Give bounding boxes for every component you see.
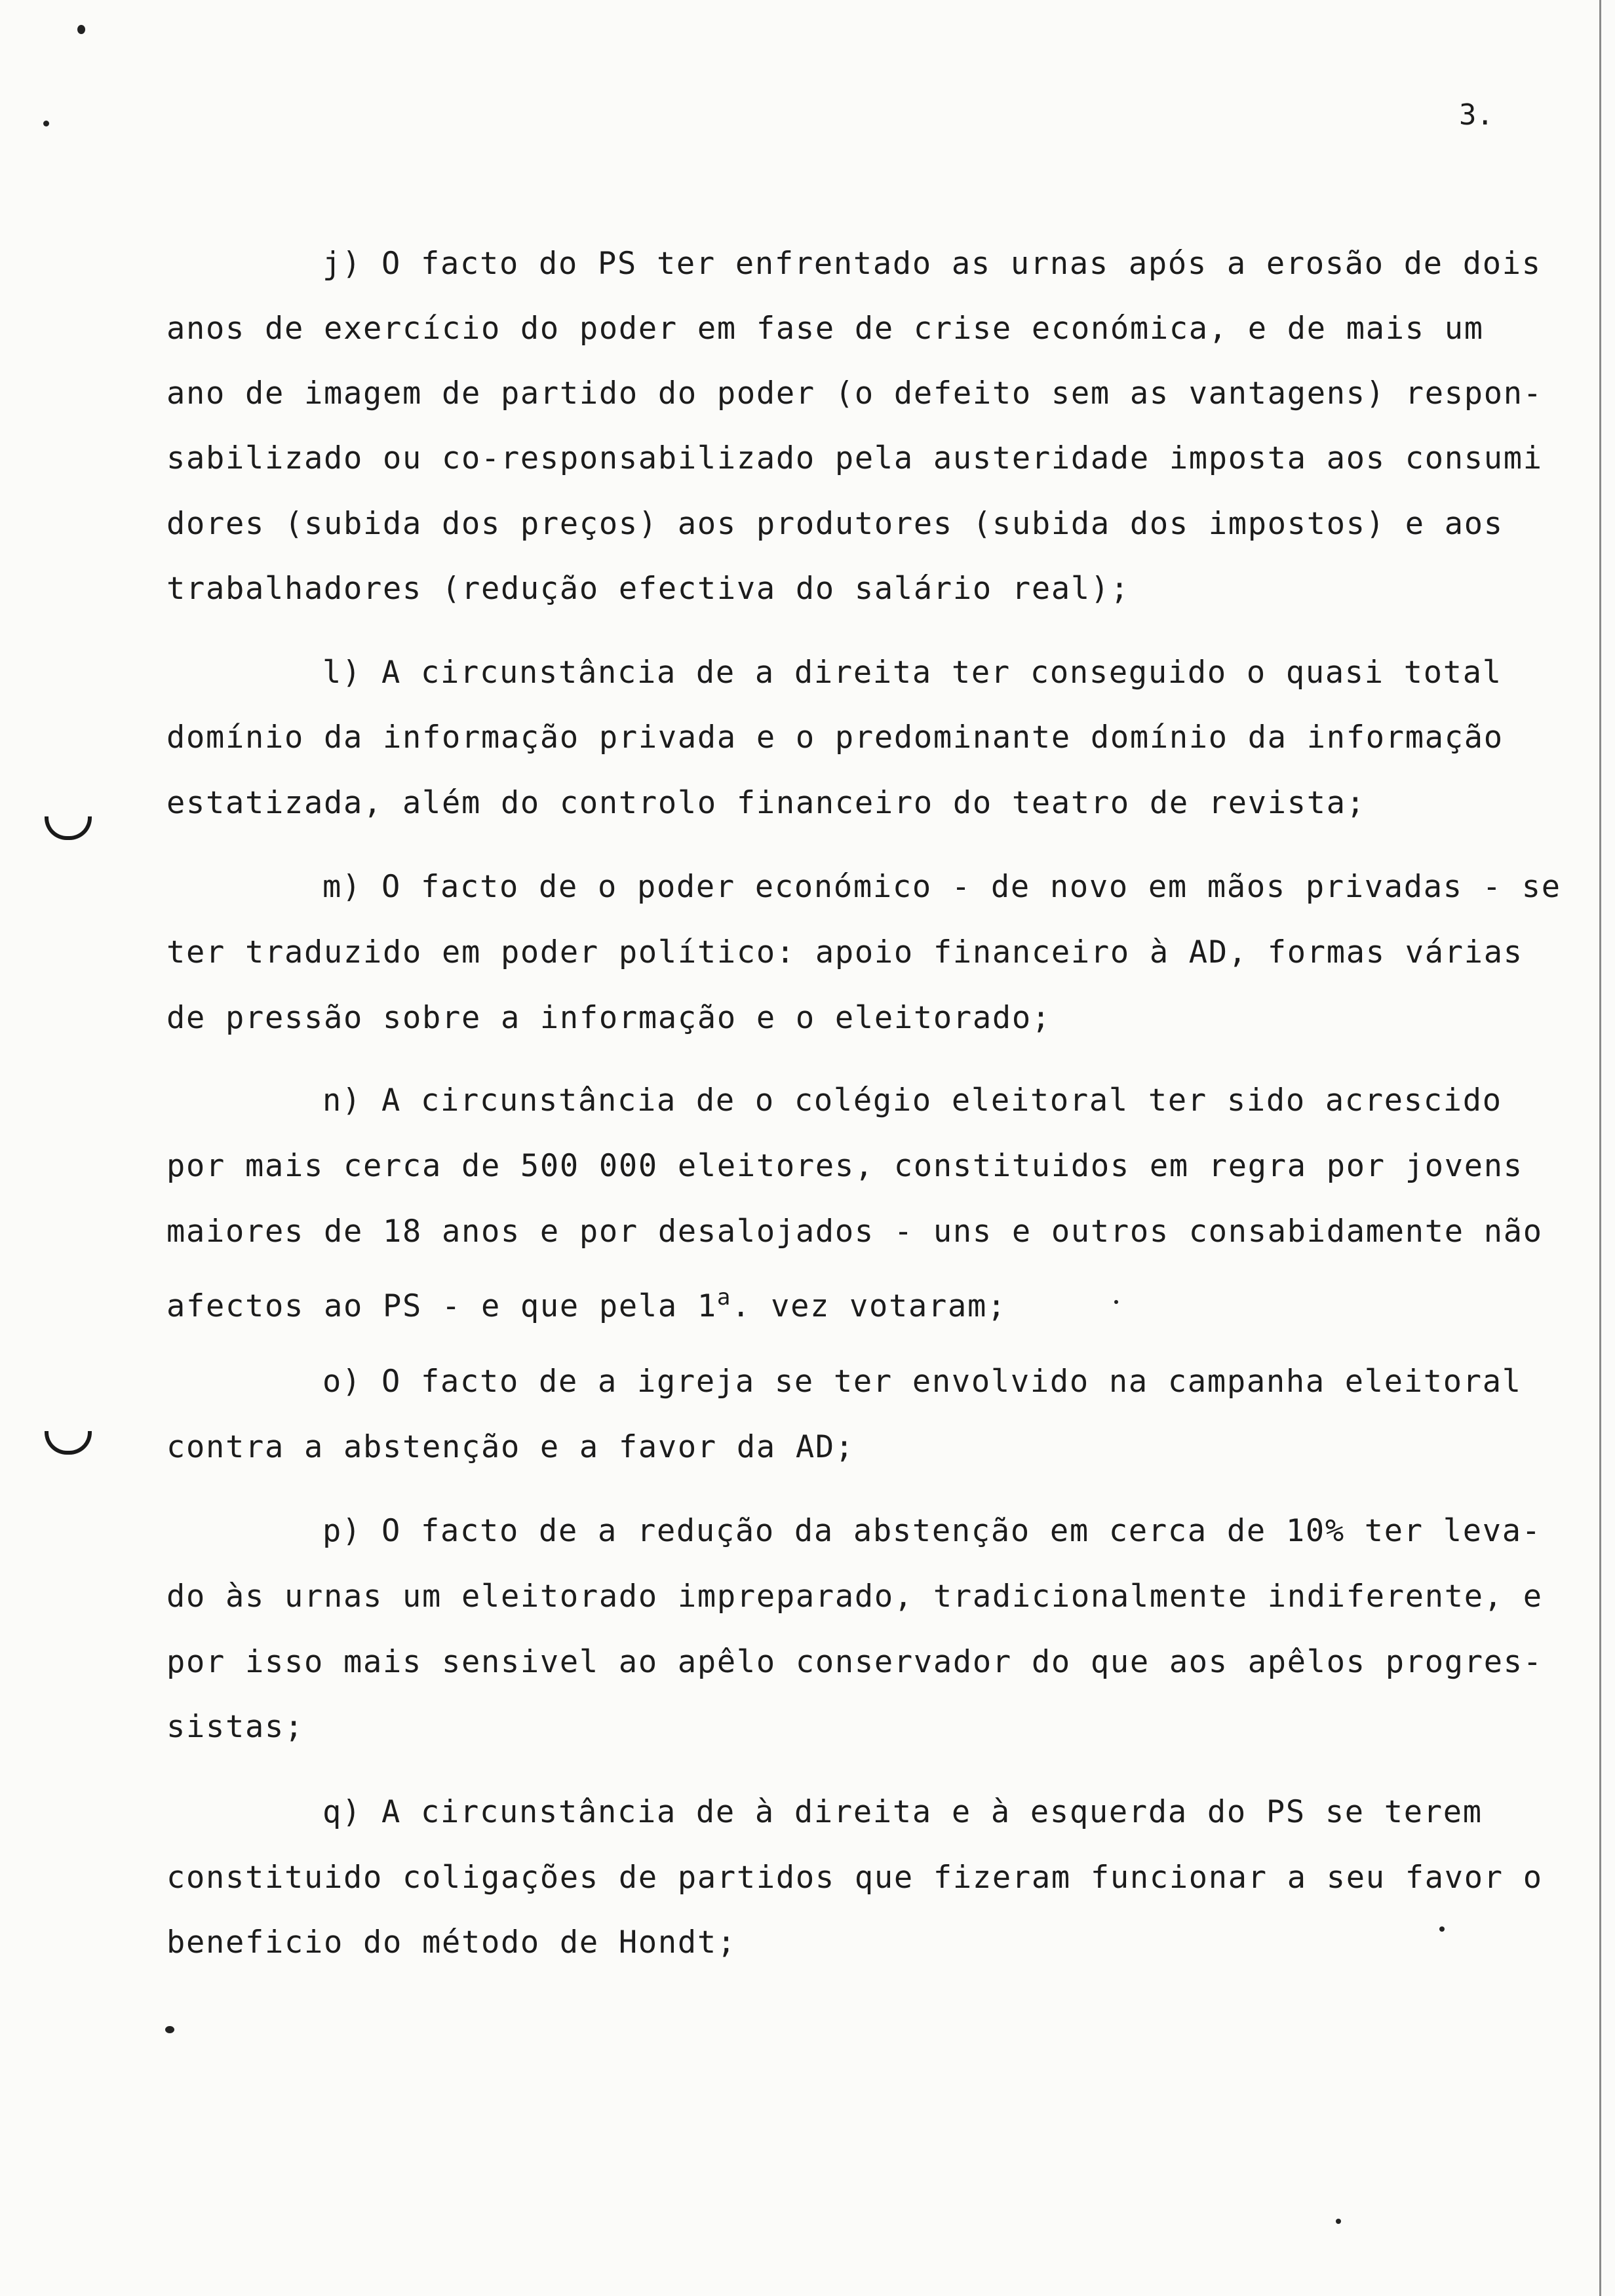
text-line: sabilizado ou co-responsabilizado pela austeridade imposta aos consumi bbox=[166, 440, 1543, 476]
text-line: l) A circunstância de a direita ter conseguido o quasi total bbox=[322, 655, 1502, 691]
punch-hole-mark bbox=[45, 816, 92, 840]
page-number: 3. bbox=[1459, 98, 1494, 132]
punch-hole-mark bbox=[45, 1431, 92, 1455]
scan-speck bbox=[77, 25, 85, 34]
ordinal-superscript: a bbox=[716, 1284, 732, 1311]
text-line: maiores de 18 anos e por desalojados - uns e outros consabidamente não bbox=[166, 1214, 1543, 1250]
text-fragment: . vez votaram; bbox=[731, 1288, 1007, 1324]
text-line: n) A circunstância de o colégio eleitoral ter sido acrescido bbox=[322, 1082, 1502, 1119]
text-line: p) O facto de a redução da abstenção em cerca de 10% ter leva- bbox=[322, 1513, 1542, 1549]
text-fragment: afectos ao PS - e que pela 1 bbox=[166, 1288, 717, 1324]
text-line: constituido coligações de partidos que fizeram funcionar a seu favor o bbox=[166, 1860, 1543, 1896]
scan-speck bbox=[165, 2026, 174, 2033]
text-line: do às urnas um eleitorado impreparado, tradicionalmente indiferente, e bbox=[166, 1578, 1543, 1615]
text-line: ter traduzido em poder político: apoio financeiro à AD, formas várias bbox=[166, 934, 1523, 970]
text-line: o) O facto de a igreja se ter envolvido na campanha eleitoral bbox=[322, 1364, 1522, 1400]
text-line: por mais cerca de 500 000 eleitores, constituidos em regra por jovens bbox=[166, 1148, 1523, 1184]
text-line bbox=[166, 1278, 1007, 1326]
scan-speck bbox=[43, 121, 49, 126]
text-line: q) A circunstância de à direita e à esquerda do PS se terem bbox=[322, 1794, 1483, 1830]
scan-speck bbox=[1439, 1926, 1445, 1932]
text-line: beneficio do método de Hondt; bbox=[166, 1924, 737, 1961]
text-line: sistas; bbox=[166, 1709, 304, 1745]
text-line: domínio da informação privada e o predominante domínio da informação bbox=[166, 719, 1504, 756]
text-line: contra a abstenção e a favor da AD; bbox=[166, 1429, 855, 1465]
text-line: estatizada, além do controlo financeiro do teatro de revista; bbox=[166, 785, 1366, 821]
page-edge-line bbox=[1599, 0, 1601, 2296]
text-line: j) O facto do PS ter enfrentado as urnas após a erosão de dois bbox=[322, 246, 1542, 282]
text-line: m) O facto de o poder económico - de novo em mãos privadas - se bbox=[322, 869, 1561, 905]
scan-speck bbox=[1114, 1300, 1118, 1304]
text-line: dores (subida dos preços) aos produtores (subida dos impostos) e aos bbox=[166, 506, 1504, 542]
text-line: trabalhadores (redução efectiva do salário real); bbox=[166, 571, 1130, 607]
scan-speck bbox=[1336, 2219, 1341, 2224]
text-line: por isso mais sensivel ao apêlo conservador do que aos apêlos progres- bbox=[166, 1644, 1543, 1680]
text-line: ano de imagem de partido do poder (o defeito sem as vantagens) respon- bbox=[166, 375, 1543, 411]
text-line: de pressão sobre a informação e o eleitorado; bbox=[166, 1000, 1051, 1036]
text-line: anos de exercício do poder em fase de crise económica, e de mais um bbox=[166, 311, 1484, 347]
